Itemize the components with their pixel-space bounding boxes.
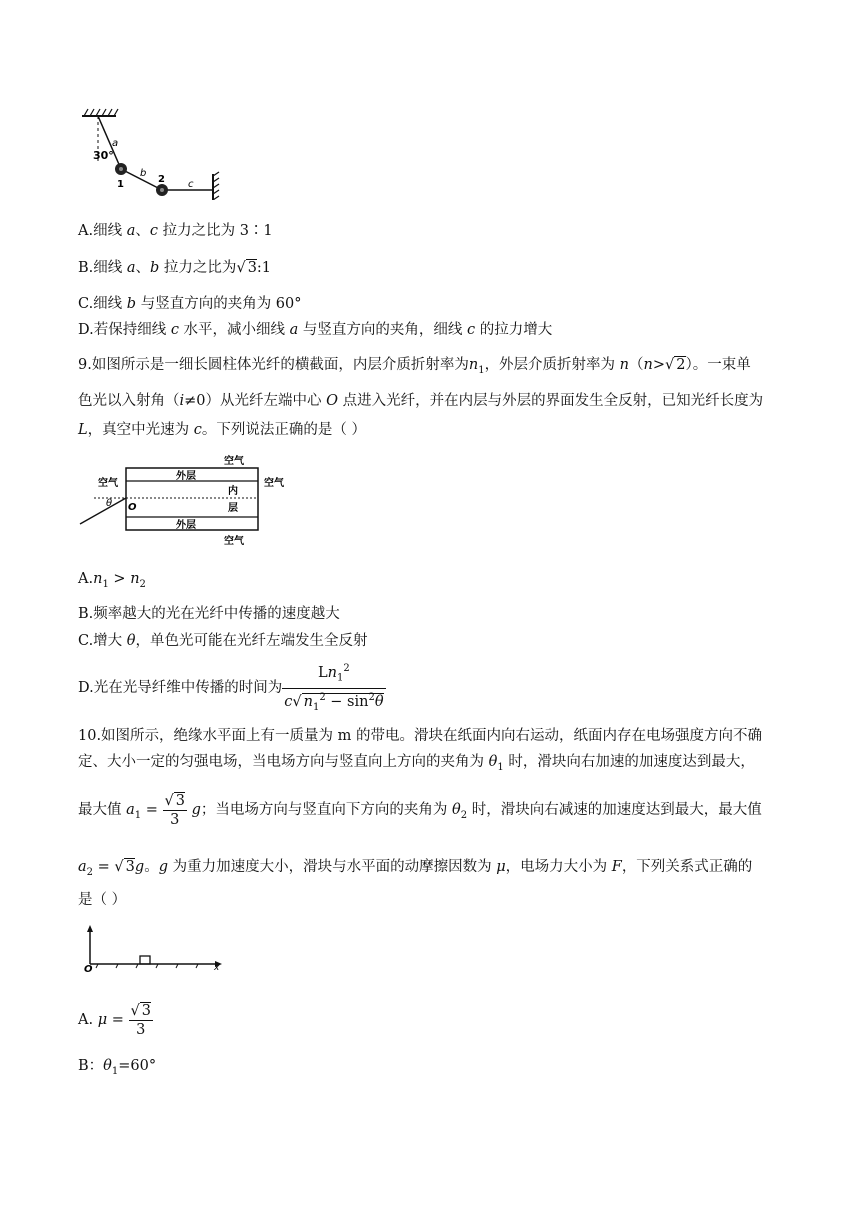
q9-stem-line-1: 9.如图所示是一细长圆柱体光纤的横截面，内层介质折射率为$n_1$，外层介质折射率为 n（n>√ 2）。一束单	[78, 357, 751, 376]
air-bottom: 空气	[224, 536, 244, 547]
mu-fraction: $\frac{√ 3}{3}$	[130, 1002, 151, 1038]
q9-option-b: B.频率越大的光在光纤中传播的速度越大	[78, 606, 340, 622]
slider-block	[140, 956, 150, 964]
q10-stem-line-5: 是（ ）	[78, 892, 127, 908]
origin-o: O	[128, 502, 137, 513]
ball-2-label: 2	[158, 174, 165, 185]
q10-stem-line-3: 最大值 $a_1$ = $\frac{√ 3}{3}$ g；当电场方向与竖直向下方向的夹角为 $\theta_2$ 时，滑块向右减速的加速度达到最大，最大值	[78, 792, 762, 828]
ball-1-label: 1	[117, 179, 124, 190]
theta-label: θ	[106, 498, 113, 509]
angle-label: 30°	[93, 149, 114, 162]
q9-option-a: $A.n_1 > n_2$	[78, 571, 146, 590]
inner-layer-char-1: 内	[228, 486, 238, 497]
label-a: a	[112, 138, 119, 149]
q9-stem-line-3: L，真空中光速为 c。下列说法正确的是（ ）	[78, 422, 366, 438]
label-b: b	[140, 168, 147, 179]
air-top: 空气	[224, 456, 244, 467]
q10-stem-line-1: 10.如图所示，绝缘水平面上有一质量为 m 的带电。滑块在纸面内向右运动，纸面内存在电场强度方向不确	[78, 728, 763, 744]
origin-label: O	[84, 964, 93, 974]
x-axis-label: x	[214, 963, 220, 973]
q8-option-b: B.细线 a、b 拉力之比为√ 3:1	[78, 260, 272, 276]
q10-stem-line-2: 定、大小一定的匀强电场，当电场方向与竖直向上方向的夹角为 $\theta_1$ 时，滑块向右加速的加速度达到最大，	[78, 754, 755, 773]
pendulum-figure	[78, 108, 228, 200]
a1-fraction: $\frac{√ 3}{3}$	[164, 792, 185, 828]
label-c: c	[188, 179, 194, 190]
air-left: 空气	[98, 478, 118, 489]
q10-stem-line-4: $a_2$ = √ 3g。g 为重力加速度大小，滑块与水平面的动摩擦因数为 μ，电场力大小为 F，下列关系式正确的	[78, 859, 753, 878]
optical-fiber-figure	[78, 452, 298, 548]
block-on-plane-figure	[78, 924, 228, 974]
q8-option-c: C.细线 b 与竖直方向的夹角为 60°	[78, 296, 302, 312]
q8-option-d: D.若保持细线 c 水平，减小细线 a 与竖直方向的夹角，细线 c 的拉力增大	[78, 322, 553, 338]
q9-option-c: C.增大 θ，单色光可能在光纤左端发生全反射	[78, 633, 368, 649]
inner-layer-char-2: 层	[228, 503, 238, 514]
propagation-time-fraction: $\frac{Ln_1^2}{c√ n_1^2 - \sin^2\theta}$	[282, 660, 385, 716]
q8-option-a: A.细线 a、c 拉力之比为 3∶1	[78, 223, 273, 239]
q10-option-a: A. μ = $\frac{√ 3}{3}$	[78, 1002, 151, 1038]
outer-layer-top: 外层	[176, 471, 196, 482]
q9-option-d: D.光在光导纤维中传播的时间为 $\frac{Ln_1^2}{c√ n_1^2 - \sin^2\theta}$	[78, 660, 386, 716]
outer-layer-bottom: 外层	[176, 520, 196, 531]
q10-option-b: B：$\theta_1=60^\circ$	[78, 1058, 157, 1077]
q9-stem-line-2: 色光以入射角（i≠0）从光纤左端中心 O 点进入光纤，并在内层与外层的界面发生全反射，已知光纤长度为	[78, 393, 764, 409]
air-right: 空气	[264, 478, 284, 489]
